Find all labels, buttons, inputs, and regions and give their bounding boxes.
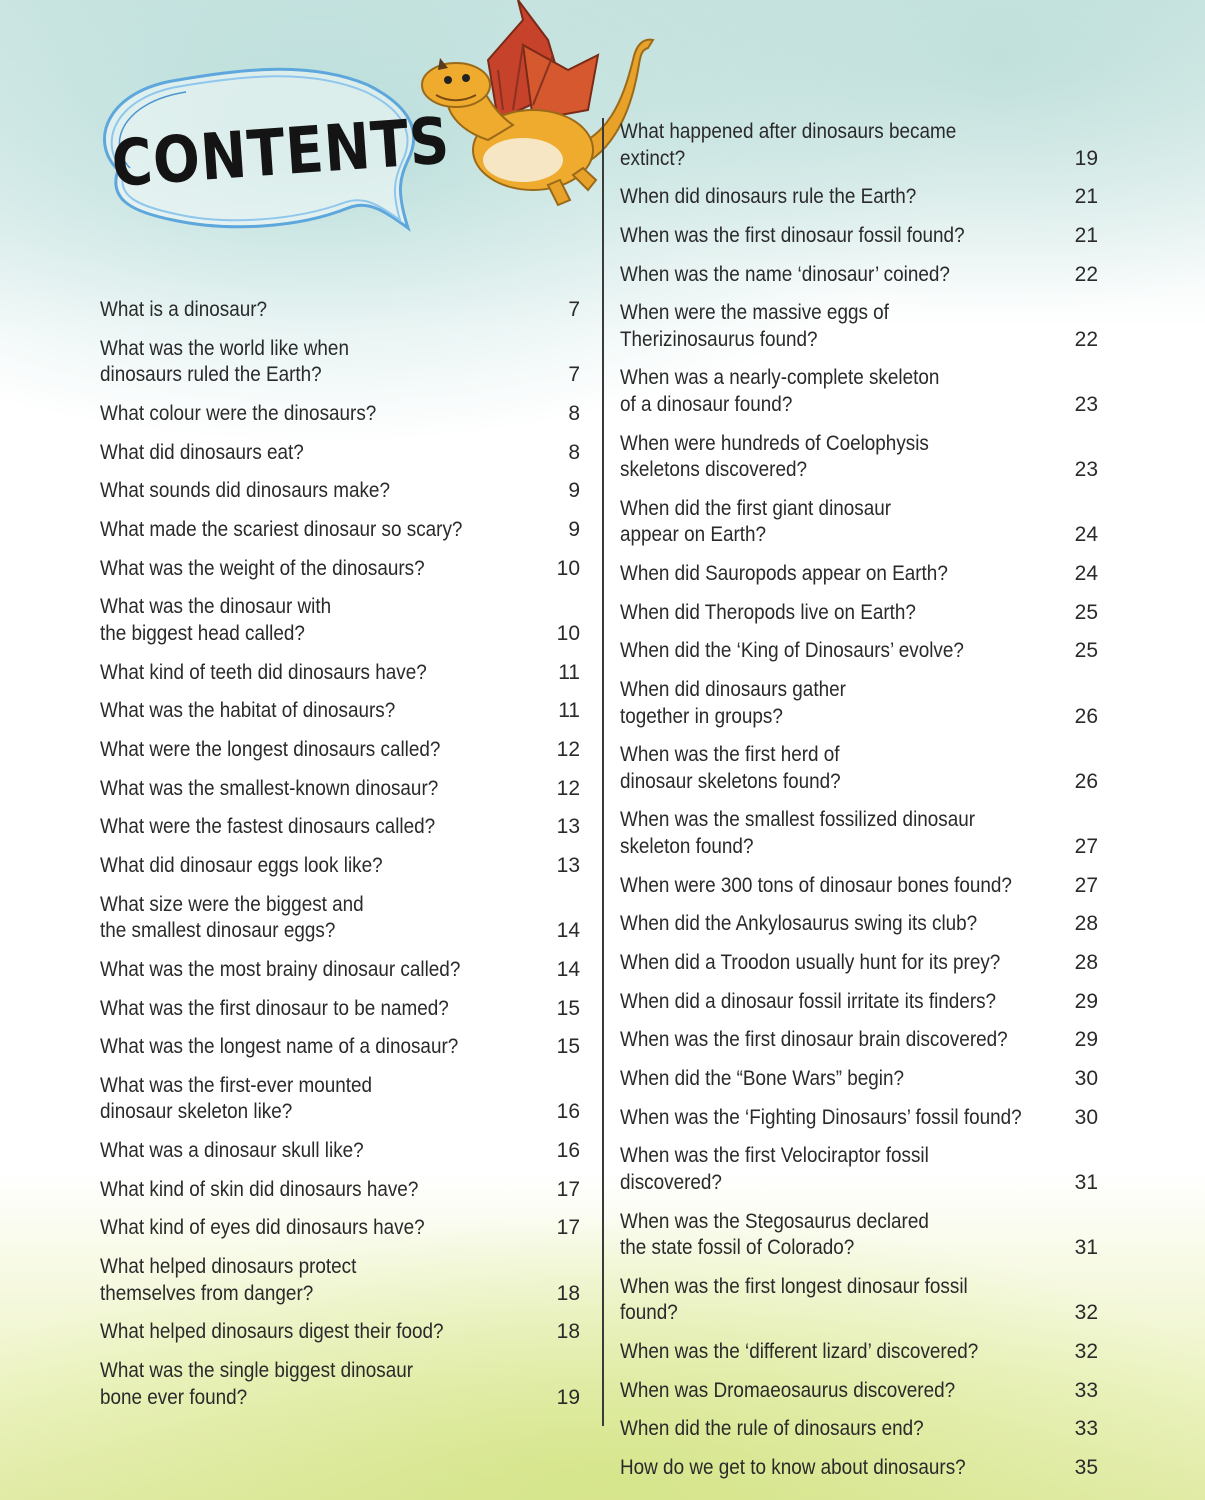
- entry-page-number: 17: [556, 1216, 580, 1240]
- entry-question: When was the smallest fossilized dinosaur skeleton found?: [620, 808, 976, 858]
- entry-page-number: 13: [556, 853, 580, 877]
- entry-question: What was the longest name of a dinosaur?: [100, 1035, 459, 1059]
- entry-question: When did dinosaurs gather together in groups?: [620, 678, 846, 728]
- contents-entry: [620, 183, 1098, 212]
- contents-entry: [100, 813, 580, 842]
- entry-page-number: 27: [1074, 834, 1098, 858]
- entry-page-number: 15: [556, 996, 580, 1020]
- column-divider: [602, 118, 604, 1426]
- entry-page-number: 24: [1074, 562, 1098, 585]
- entry-page-number: 9: [568, 479, 580, 503]
- entry-question: What were the fastest dinosaurs called?: [100, 815, 436, 839]
- entry-question: What helped dinosaurs digest their food?: [100, 1320, 444, 1344]
- entry-page-number: 10: [556, 556, 580, 580]
- entry-page-number: 30: [1074, 1067, 1098, 1091]
- entry-question: What were the longest dinosaurs called?: [100, 737, 441, 761]
- entry-question: What was the weight of the dinosaurs?: [100, 556, 425, 580]
- contents-entry: [620, 1273, 1098, 1328]
- entry-page-number: 21: [1074, 223, 1098, 247]
- entry-page-number: 19: [556, 1385, 580, 1409]
- entry-question: What was the smallest-known dinosaur?: [100, 776, 439, 800]
- entry-question: When was the ‘different lizard’ discovered?: [620, 1340, 979, 1363]
- entry-question: What happened after dinosaurs became extinct?: [620, 120, 957, 170]
- entry-page-number: 27: [1074, 873, 1098, 897]
- entry-question: When were hundreds of Coelophysis skeletons discovered?: [620, 431, 929, 482]
- entry-page-number: 9: [568, 517, 580, 541]
- entry-page-number: 11: [558, 660, 580, 684]
- entry-page-number: 14: [556, 957, 580, 981]
- entry-question: When were the massive eggs of Therizinosaurus found?: [620, 301, 889, 351]
- contents-entry: [100, 296, 580, 325]
- entry-question: When was the ‘Fighting Dinosaurs’ fossil found?: [620, 1105, 1022, 1129]
- entry-question: What did dinosaur eggs look like?: [100, 853, 383, 877]
- entry-page-number: 22: [1074, 262, 1098, 286]
- contents-entry: [620, 872, 1098, 901]
- entry-page-number: 8: [568, 440, 580, 464]
- entry-page-number: 10: [556, 621, 580, 645]
- contents-entry: [620, 261, 1098, 290]
- entry-page-number: 26: [1074, 769, 1098, 793]
- entry-page-number: 19: [1074, 146, 1098, 170]
- entry-page-number: 18: [556, 1320, 580, 1344]
- entry-question: What was the most brainy dinosaur called?: [100, 957, 461, 981]
- contents-entry: [100, 1253, 580, 1308]
- entry-page-number: 23: [1074, 458, 1098, 482]
- entry-question: When did the Ankylosaurus swing its club?: [620, 912, 978, 936]
- contents-entry: [100, 1176, 580, 1205]
- contents-entry: [100, 659, 580, 688]
- entry-page-number: 11: [558, 699, 580, 723]
- entry-question: What colour were the dinosaurs?: [100, 401, 377, 425]
- contents-entry: [620, 1454, 1098, 1483]
- entry-question: How do we get to know about dinosaurs?: [620, 1456, 966, 1480]
- contents-entry: [100, 1033, 580, 1062]
- entry-question: When did the rule of dinosaurs end?: [620, 1417, 924, 1441]
- entry-page-number: 35: [1074, 1456, 1098, 1480]
- contents-entry: [620, 1065, 1098, 1094]
- entry-question: When did the first giant dinosaur appear on Earth?: [620, 496, 892, 547]
- contents-entry: [620, 1415, 1098, 1444]
- entry-page-number: 23: [1074, 392, 1098, 416]
- entry-page-number: 25: [1074, 639, 1098, 663]
- contents-entry: [100, 400, 580, 429]
- entry-question: When was the name ‘dinosaur’ coined?: [620, 262, 950, 286]
- contents-left-column: [100, 296, 580, 1422]
- entry-question: When did a Troodon usually hunt for its prey?: [620, 951, 1001, 974]
- contents-entry: [100, 1318, 580, 1347]
- entry-question: When was Dromaeosaurus discovered?: [620, 1378, 956, 1402]
- contents-entry: [620, 299, 1098, 354]
- contents-entry: [100, 1072, 580, 1127]
- entry-page-number: 13: [556, 815, 580, 839]
- contents-entry: [100, 995, 580, 1024]
- entry-question: What was the habitat of dinosaurs?: [100, 699, 396, 723]
- contents-entry: [620, 364, 1098, 419]
- entry-question: What sounds did dinosaurs make?: [100, 479, 390, 503]
- entry-question: When did a dinosaur fossil irritate its finders?: [620, 989, 997, 1013]
- contents-entry: [620, 988, 1098, 1017]
- entry-question: When were 300 tons of dinosaur bones found?: [620, 873, 1012, 897]
- entry-page-number: 31: [1074, 1170, 1098, 1194]
- entry-question: When was the first dinosaur fossil found?: [620, 223, 965, 247]
- contents-entry: [620, 560, 1098, 589]
- entry-page-number: 26: [1074, 704, 1098, 728]
- contents-entry: [620, 1026, 1098, 1055]
- entry-page-number: 33: [1074, 1378, 1098, 1402]
- entry-page-number: 7: [568, 363, 580, 387]
- entry-question: What helped dinosaurs protect themselves from danger?: [100, 1255, 357, 1305]
- entry-page-number: 33: [1074, 1417, 1098, 1441]
- contents-entry: [620, 741, 1098, 796]
- contents-entry: [100, 697, 580, 726]
- entry-page-number: 24: [1074, 523, 1098, 547]
- contents-entry: [100, 891, 580, 946]
- entry-question: When was a nearly-complete skeleton of a dinosaur found?: [620, 366, 940, 416]
- entry-question: What was the first-ever mounted dinosaur skeleton like?: [100, 1073, 373, 1124]
- contents-entry: [620, 222, 1098, 251]
- contents-entry: [100, 593, 580, 648]
- entry-question: When was the first dinosaur brain discovered?: [620, 1028, 1008, 1052]
- entry-page-number: 31: [1074, 1236, 1098, 1260]
- contents-right-column: [620, 118, 1098, 1493]
- entry-page-number: 12: [556, 737, 580, 761]
- contents-entry: [620, 1338, 1098, 1367]
- entry-question: What kind of skin did dinosaurs have?: [100, 1177, 419, 1201]
- entry-question: What kind of teeth did dinosaurs have?: [100, 660, 427, 684]
- entry-page-number: 30: [1074, 1105, 1098, 1129]
- entry-page-number: 29: [1074, 1028, 1098, 1052]
- contents-entry: [100, 1214, 580, 1243]
- contents-entry: [100, 555, 580, 584]
- entry-page-number: 16: [556, 1139, 580, 1163]
- entry-question: When was the Stegosaurus declared the state fossil of Colorado?: [620, 1209, 929, 1260]
- contents-entry: [620, 430, 1098, 485]
- entry-page-number: 21: [1074, 185, 1098, 209]
- contents-entry: [620, 910, 1098, 939]
- entry-page-number: 17: [556, 1177, 580, 1201]
- entry-page-number: 32: [1074, 1340, 1098, 1363]
- contents-entry: [620, 599, 1098, 628]
- entry-page-number: 28: [1074, 912, 1098, 936]
- entry-question: What made the scariest dinosaur so scary?: [100, 517, 463, 541]
- entry-page-number: 7: [568, 298, 580, 321]
- entry-question: What was the first dinosaur to be named?: [100, 996, 449, 1020]
- entry-page-number: 22: [1074, 327, 1098, 351]
- entry-question: What size were the biggest and the smallest dinosaur eggs?: [100, 892, 364, 943]
- contents-entry: [100, 1357, 580, 1412]
- contents-entry: [100, 775, 580, 804]
- contents-entry: [620, 949, 1098, 978]
- entry-question: When was the first herd of dinosaur skeletons found?: [620, 743, 841, 793]
- contents-entry: [100, 736, 580, 765]
- entry-question: When did the ‘King of Dinosaurs’ evolve?: [620, 639, 964, 663]
- entry-page-number: 28: [1074, 951, 1098, 974]
- contents-entry: [620, 1377, 1098, 1406]
- entry-page-number: 8: [568, 401, 580, 425]
- contents-entry: [100, 1137, 580, 1166]
- entry-page-number: 25: [1074, 600, 1098, 624]
- contents-entry: [100, 439, 580, 468]
- contents-entry: [620, 676, 1098, 731]
- entry-page-number: 14: [556, 919, 580, 943]
- entry-question: When was the first longest dinosaur fossil found?: [620, 1274, 968, 1325]
- contents-entry: [620, 1208, 1098, 1263]
- contents-entry: [100, 335, 580, 390]
- entry-question: What was the single biggest dinosaur bone ever found?: [100, 1359, 414, 1409]
- entry-question: What was the world like when dinosaurs ruled the Earth?: [100, 336, 349, 387]
- entry-question: What kind of eyes did dinosaurs have?: [100, 1216, 425, 1240]
- contents-entry: [100, 477, 580, 506]
- page-title: CONTENTS: [109, 104, 453, 202]
- flying-dragon-icon: [348, 0, 658, 215]
- contents-entry: [620, 1104, 1098, 1133]
- entry-question: When did the “Bone Wars” begin?: [620, 1067, 905, 1091]
- contents-entry: [100, 956, 580, 985]
- contents-entry: [100, 852, 580, 881]
- entry-question: When was the first Velociraptor fossil discovered?: [620, 1144, 929, 1194]
- entry-question: When did dinosaurs rule the Earth?: [620, 185, 917, 209]
- contents-entry: [620, 806, 1098, 861]
- entry-question: What did dinosaurs eat?: [100, 440, 304, 464]
- title-area: [78, 0, 658, 250]
- entry-question: What was the dinosaur with the biggest head called?: [100, 595, 332, 645]
- entry-page-number: 15: [556, 1035, 580, 1059]
- entry-question: What is a dinosaur?: [100, 298, 268, 321]
- entry-page-number: 12: [556, 776, 580, 800]
- contents-entry: [100, 516, 580, 545]
- entry-page-number: 32: [1074, 1301, 1098, 1325]
- entry-page-number: 29: [1074, 989, 1098, 1013]
- contents-entry: [620, 1142, 1098, 1197]
- entry-page-number: 16: [556, 1100, 580, 1124]
- entry-question: When did Theropods live on Earth?: [620, 600, 916, 624]
- contents-entry: [620, 637, 1098, 666]
- entry-page-number: 18: [556, 1281, 580, 1305]
- contents-entry: [620, 495, 1098, 550]
- entry-question: What was a dinosaur skull like?: [100, 1139, 364, 1163]
- contents-entry: [620, 118, 1098, 173]
- entry-question: When did Sauropods appear on Earth?: [620, 562, 948, 585]
